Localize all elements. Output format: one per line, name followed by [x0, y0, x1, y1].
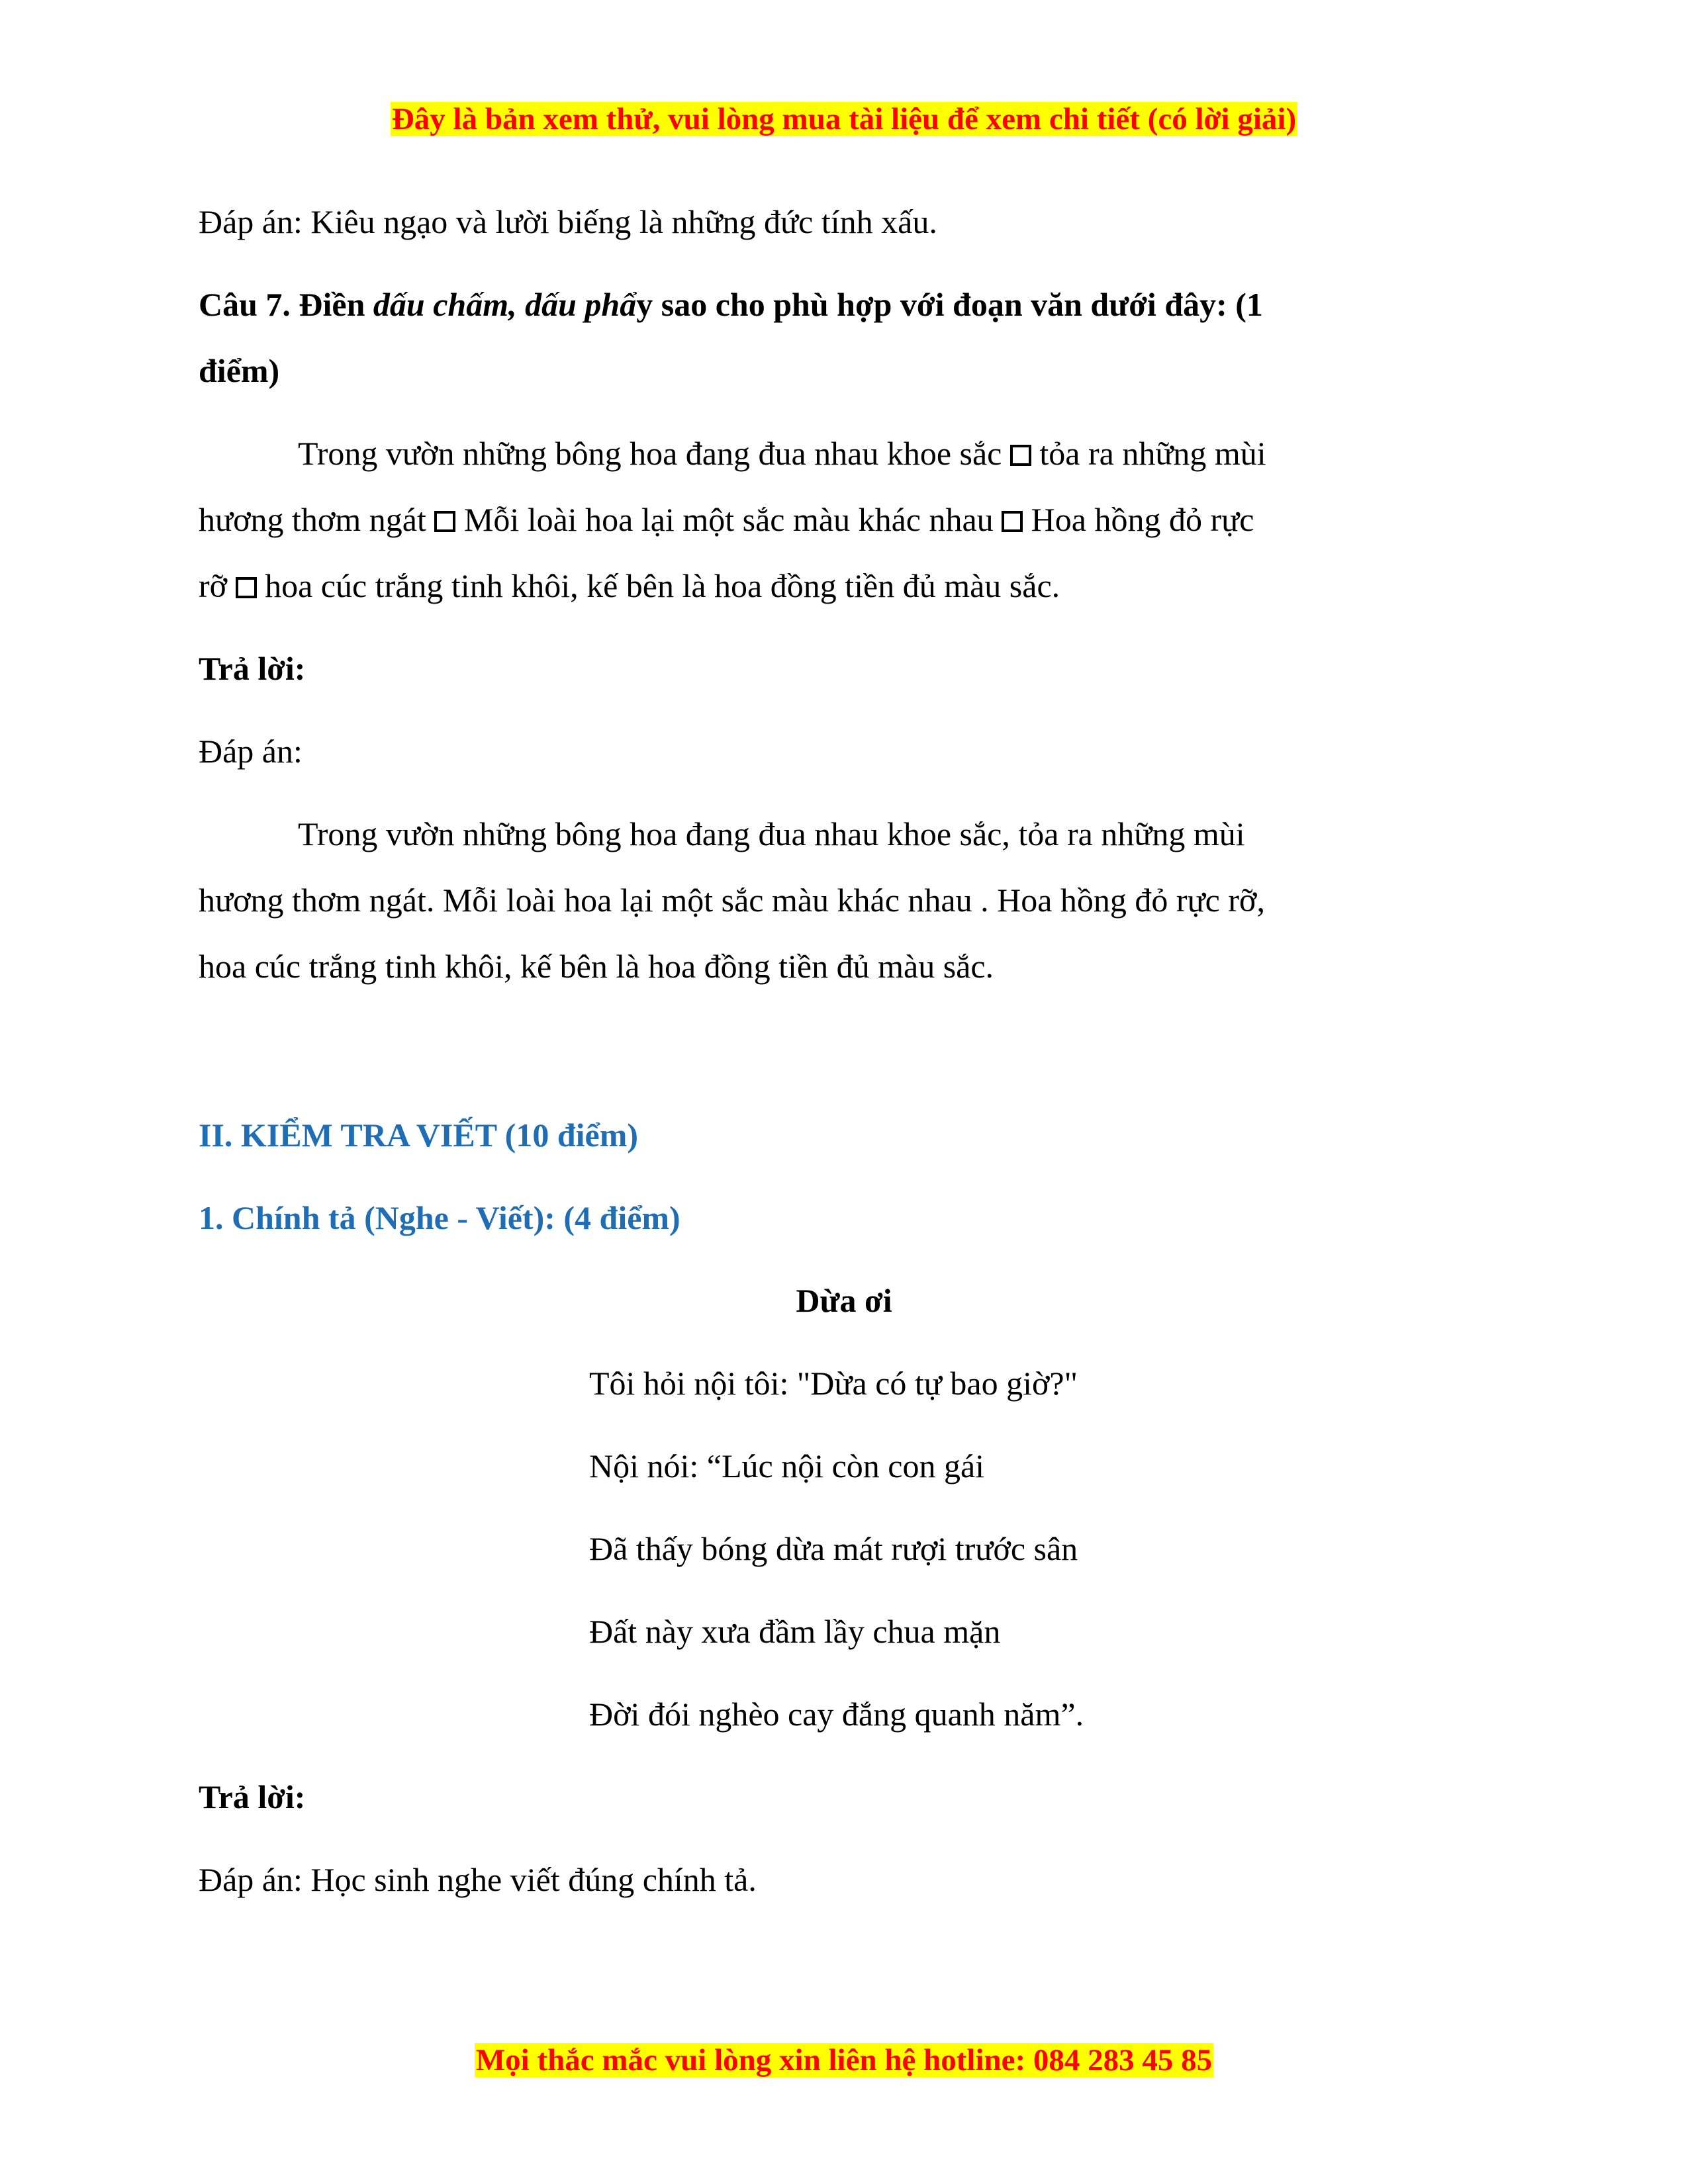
poem-line: Đời đói nghèo cay đắng quanh năm”.: [589, 1696, 1084, 1733]
question-7-italic: dấu chấm, dấu phẩ: [373, 286, 637, 323]
question-7-label: Câu 7. Điền: [199, 286, 373, 323]
passage-text: Hoa hồng đỏ rực: [1023, 501, 1254, 538]
poem-line: Nội nói: “Lúc nội còn con gái: [589, 1447, 985, 1484]
section-2-subheading: 1. Chính tả (Nghe - Viết): (4 điểm): [199, 1199, 680, 1236]
square-blank-icon: [1002, 511, 1023, 532]
passage-text: hoa cúc trắng tinh khôi, kế bên là hoa đồng tiền đủ màu sắc.: [256, 567, 1060, 604]
question-7-heading-line2: điểm): [199, 352, 280, 389]
passage-text: tỏa ra những mùi: [1031, 435, 1266, 472]
answer-line-3: hoa cúc trắng tinh khôi, kế bên là hoa đồng tiền đủ màu sắc.: [199, 948, 994, 985]
square-blank-icon: [236, 577, 257, 598]
preview-banner-text: Đây là bản xem thử, vui lòng mua tài liệu để xem chi tiết (có lời giải): [391, 102, 1297, 136]
passage-text: Trong vườn những bông hoa đang đua nhau khoe sắc: [298, 435, 1010, 472]
poem-line: Đã thấy bóng dừa mát rượi trước sân: [589, 1530, 1078, 1567]
section-2-title: II. KIỂM TRA VIẾT (10 điểm): [199, 1116, 639, 1154]
poem-title: Dừa ơi: [796, 1282, 892, 1319]
question-7-rest: y sao cho phù hợp với đoạn văn dưới đây: (1: [636, 286, 1263, 323]
square-blank-icon: [434, 511, 455, 532]
question-7-heading: [199, 271, 1496, 338]
answer-line-1: Trong vườn những bông hoa đang đua nhau khoe sắc, tỏa ra những mùi: [298, 815, 1245, 852]
passage-line-3: [199, 553, 1496, 619]
passage-text: rỡ: [199, 567, 236, 604]
previous-answer: Đáp án: Kiêu ngạo và lười biếng là những đức tính xấu.: [199, 203, 937, 240]
passage-line-1: [199, 420, 1595, 486]
answer-label: Đáp án:: [199, 733, 303, 770]
footer-hotline: [0, 2027, 1688, 2093]
passage-line-2: [199, 486, 1496, 553]
section-2-answer-heading: Trả lời:: [199, 1778, 306, 1815]
poem-line: Tôi hỏi nội tôi: "Dừa có tự bao giờ?": [589, 1365, 1078, 1402]
square-blank-icon: [1010, 445, 1031, 466]
answer-heading: Trả lời:: [199, 650, 306, 687]
preview-banner: [0, 86, 1688, 152]
poem-line: Đất này xưa đầm lầy chua mặn: [589, 1613, 1001, 1650]
answer-line-2: hương thơm ngát. Mỗi loài hoa lại một sắc màu khác nhau . Hoa hồng đỏ rực rỡ,: [199, 882, 1265, 919]
passage-text: hương thơm ngát: [199, 501, 435, 538]
passage-text: Mỗi loài hoa lại một sắc màu khác nhau: [455, 501, 1002, 538]
section-2-answer: Đáp án: Học sinh nghe viết đúng chính tả.: [199, 1861, 757, 1898]
footer-hotline-text: Mọi thắc mắc vui lòng xin liên hệ hotline: 084 283 45 85: [475, 2043, 1213, 2077]
